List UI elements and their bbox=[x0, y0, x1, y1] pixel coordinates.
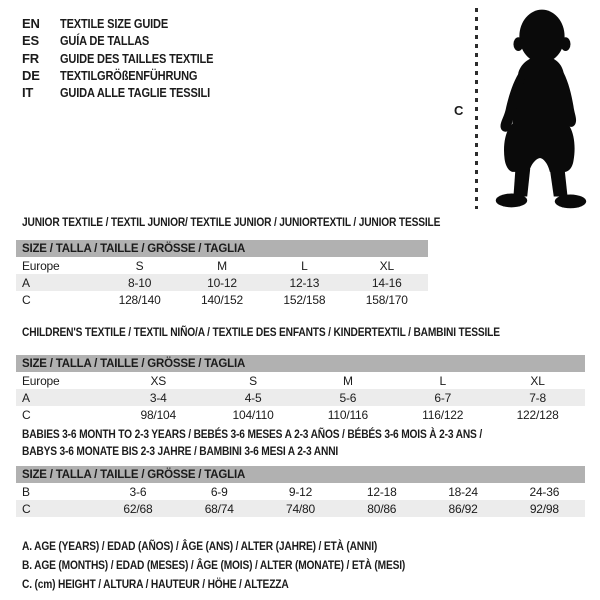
size-cell: S bbox=[135, 258, 144, 273]
row-label: C bbox=[16, 500, 97, 517]
size-cell: 8-10 bbox=[98, 274, 180, 291]
row-label: A bbox=[16, 389, 111, 406]
size-cell: 10-12 bbox=[181, 274, 263, 291]
size-cell: 5-6 bbox=[300, 389, 395, 406]
language-title-list bbox=[22, 15, 240, 101]
section-junior-textile bbox=[16, 214, 441, 308]
size-cell: M bbox=[217, 258, 227, 273]
language-row-de bbox=[22, 67, 240, 84]
size-cell: 68/74 bbox=[179, 500, 260, 517]
size-cell: 12-18 bbox=[366, 484, 397, 499]
size-cell: 4-5 bbox=[206, 389, 301, 406]
table-row-height bbox=[16, 500, 585, 517]
guide-title-es: GUÍA DE TALLAS bbox=[60, 33, 150, 49]
size-cell: 92/98 bbox=[504, 500, 585, 517]
language-code: FR bbox=[22, 50, 39, 66]
table-row-height bbox=[16, 291, 428, 308]
guide-title-en: TEXTILE SIZE GUIDE bbox=[60, 16, 169, 31]
language-code: ES bbox=[22, 33, 39, 49]
language-code: EN bbox=[22, 16, 40, 31]
size-cell: 110/116 bbox=[327, 407, 368, 422]
language-row-fr bbox=[22, 50, 240, 67]
size-cell: 62/68 bbox=[97, 500, 178, 517]
row-label: C bbox=[22, 407, 31, 422]
legend-notes bbox=[22, 537, 473, 594]
note-a-age-years: A. AGE (YEARS) / EDAD (AÑOS) / ÂGE (ANS) / ALTER (JAHRE) / ETÀ (ANNI) bbox=[22, 539, 378, 553]
height-measure-figure bbox=[450, 5, 600, 210]
language-code: IT bbox=[22, 85, 34, 101]
size-cell: 12-13 bbox=[263, 274, 345, 291]
size-header-cell: SIZE / TALLA / TAILLE / GRÖSSE / TAGLIA bbox=[16, 355, 585, 372]
guide-title-de: TEXTILGRÖßENFÜHRUNG bbox=[60, 67, 198, 83]
size-cell: 6-7 bbox=[395, 389, 490, 406]
junior-size-table bbox=[16, 240, 428, 308]
size-cell: 3-6 bbox=[129, 484, 147, 499]
note-c-height: C. (cm) HEIGHT / ALTURA / HAUTEUR / HÖHE / ALTEZZA bbox=[22, 577, 289, 591]
size-cell: 152/158 bbox=[283, 292, 326, 307]
size-cell: 9-12 bbox=[288, 484, 313, 499]
size-cell: XL bbox=[379, 258, 394, 273]
size-cell: 7-8 bbox=[490, 389, 585, 406]
guide-title-it: GUIDA ALLE TAGLIE TESSILI bbox=[60, 85, 211, 101]
table-row-europe bbox=[16, 257, 428, 274]
size-cell: S bbox=[249, 373, 257, 388]
size-header-row bbox=[16, 355, 585, 372]
size-cell: 122/128 bbox=[516, 407, 559, 422]
dotted-height-line bbox=[475, 8, 478, 209]
size-header-row bbox=[16, 466, 585, 483]
table-row-height bbox=[16, 406, 585, 423]
size-cell: 74/80 bbox=[260, 500, 341, 517]
size-cell: L bbox=[301, 258, 308, 273]
children-size-table bbox=[16, 355, 585, 423]
language-row-en bbox=[22, 15, 240, 32]
row-label: A bbox=[16, 274, 98, 291]
size-header-row bbox=[16, 240, 428, 257]
size-cell: 24-36 bbox=[529, 484, 560, 499]
size-cell: 116/122 bbox=[422, 407, 464, 422]
table-row-age-months bbox=[16, 483, 585, 500]
size-cell: L bbox=[439, 373, 446, 388]
row-label: B bbox=[22, 484, 30, 499]
size-cell: 86/92 bbox=[422, 500, 503, 517]
table-row-europe bbox=[16, 372, 585, 389]
size-cell: 158/170 bbox=[365, 292, 408, 307]
size-cell: 3-4 bbox=[111, 389, 206, 406]
language-row-es bbox=[22, 32, 240, 49]
size-cell: 6-9 bbox=[210, 484, 228, 499]
section-title-line2: BABYS 3-6 MONATE BIS 2-3 JAHRE / BAMBINI 3-6 MESI A 2-3 ANNI bbox=[22, 444, 339, 458]
section-title-line1: BABIES 3-6 MONTH TO 2-3 YEARS / BEBÉS 3-6 MESES A 2-3 AÑOS / BÉBÉS 3-6 MOIS À 2-3 ANS / bbox=[22, 427, 483, 441]
size-cell: 80/86 bbox=[341, 500, 422, 517]
note-b-age-months: B. AGE (MONTHS) / EDAD (MESES) / ÂGE (MOIS) / ALTER (MONATE) / ETÀ (MESI) bbox=[22, 558, 406, 572]
section-title: JUNIOR TEXTILE / TEXTIL JUNIOR/ TEXTILE JUNIOR / JUNIORTEXTIL / JUNIOR TESSILE bbox=[22, 215, 441, 229]
size-cell: M bbox=[343, 373, 353, 388]
language-row-it bbox=[22, 84, 240, 101]
table-row-age bbox=[16, 389, 585, 406]
row-label: C bbox=[22, 292, 31, 307]
babies-size-table bbox=[16, 466, 585, 517]
size-cell: XS bbox=[150, 373, 167, 388]
size-cell: 14-16 bbox=[346, 274, 428, 291]
row-label: Europe bbox=[22, 373, 60, 388]
baby-silhouette-icon bbox=[481, 7, 599, 210]
section-children-textile bbox=[16, 324, 585, 423]
table-row-age bbox=[16, 274, 428, 291]
size-cell: XL bbox=[530, 373, 545, 388]
size-header-cell: SIZE / TALLA / TAILLE / GRÖSSE / TAGLIA bbox=[16, 240, 428, 257]
language-code: DE bbox=[22, 67, 40, 83]
section-title: CHILDREN'S TEXTILE / TEXTIL NIÑO/A / TEXTILE DES ENFANTS / KINDERTEXTIL / BAMBINI TESSILE bbox=[22, 325, 500, 339]
row-label: Europe bbox=[22, 258, 60, 273]
section-babies-textile bbox=[16, 426, 585, 517]
size-header-cell: SIZE / TALLA / TAILLE / GRÖSSE / TAGLIA bbox=[16, 466, 585, 483]
measure-c-label: C bbox=[454, 103, 464, 118]
guide-title-fr: GUIDE DES TAILLES TEXTILE bbox=[60, 50, 214, 66]
size-cell: 104/110 bbox=[232, 407, 274, 422]
size-cell: 128/140 bbox=[118, 292, 161, 307]
size-cell: 98/104 bbox=[140, 407, 176, 422]
size-cell: 140/152 bbox=[200, 292, 243, 307]
size-cell: 18-24 bbox=[448, 484, 478, 499]
